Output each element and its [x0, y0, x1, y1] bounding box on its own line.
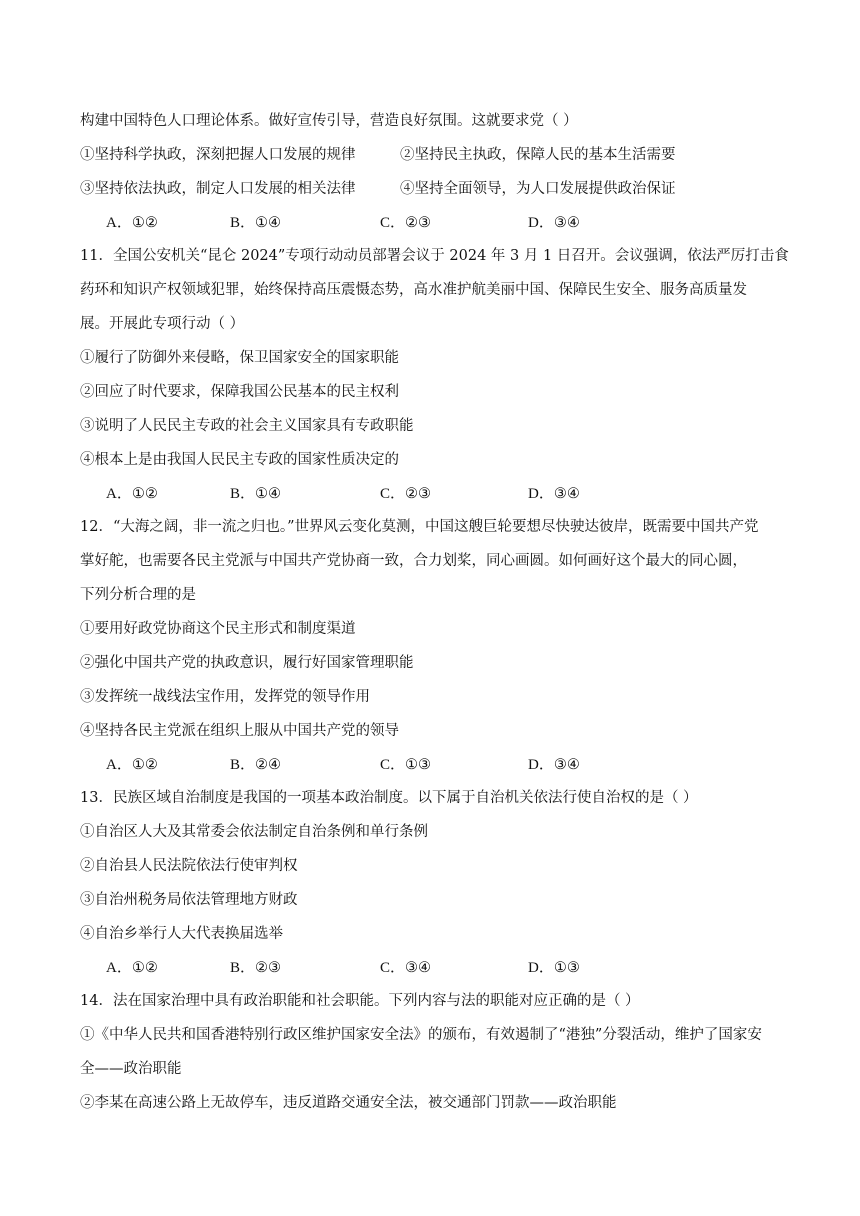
option-d[interactable]	[528, 213, 580, 233]
option-letter: B．	[230, 486, 256, 502]
option-text: ①②	[131, 757, 158, 773]
option-text: ③④	[553, 215, 580, 231]
option-letter: C．	[380, 215, 406, 231]
option-letter: B．	[230, 960, 256, 976]
q12-item-1: ①要用好政党协商这个民主形式和制度渠道	[80, 621, 356, 637]
q13-item-2: ②自治县人民法院依法行使审判权	[80, 858, 298, 874]
option-a[interactable]	[106, 755, 158, 775]
q12-item-2: ②强化中国共产党的执政意识，履行好国家管理职能	[80, 655, 414, 671]
q12-options	[106, 755, 666, 775]
option-text: ②③	[405, 486, 432, 502]
option-b[interactable]	[230, 484, 281, 504]
option-text: ①②	[131, 215, 158, 231]
option-letter: D．	[528, 757, 554, 773]
q11-item-3: ③说明了人民民主专政的社会主义国家具有专政职能	[80, 418, 414, 434]
option-c[interactable]	[380, 958, 431, 978]
option-text: ①③	[405, 757, 432, 773]
q13-options	[106, 958, 666, 978]
option-text: ①②	[131, 960, 158, 976]
q11-item-1: ①履行了防御外来侵略，保卫国家安全的国家职能	[80, 350, 399, 366]
option-c[interactable]	[380, 213, 431, 233]
q10-item-4: ④坚持全面领导，为人口发展提供政治保证	[400, 181, 676, 197]
option-text: ②③	[405, 215, 432, 231]
option-text: ②④	[255, 757, 282, 773]
q14-item-1-continued: 全——政治职能	[80, 1061, 182, 1077]
option-text: ①④	[255, 215, 282, 231]
option-letter: D．	[528, 215, 554, 231]
q13-item-3: ③自治州税务局依法管理地方财政	[80, 892, 298, 908]
q11-options	[106, 484, 666, 504]
q14-stem-line-1: 14．法在国家治理中具有政治职能和社会职能。下列内容与法的职能对应正确的是（ ）	[80, 993, 640, 1009]
q13-item-1: ①自治区人大及其常委会依法制定自治条例和单行条例	[80, 824, 428, 840]
q12-item-3: ③发挥统一战线法宝作用，发挥党的领导作用	[80, 689, 370, 705]
q10-options	[106, 213, 666, 233]
option-letter: C．	[380, 757, 406, 773]
option-d[interactable]	[528, 484, 580, 504]
option-a[interactable]	[106, 213, 158, 233]
option-text: ①③	[553, 960, 580, 976]
q13-item-4: ④自治乡举行人大代表换届选举	[80, 926, 283, 942]
q11-stem-line-2: 药环和知识产权领域犯罪，始终保持高压震慑态势，高水准护航美丽中国、保障民生安全、服务高质量发	[80, 282, 747, 298]
q10-item-1: ①坚持科学执政，深刻把握人口发展的规律	[80, 147, 356, 163]
option-text: ①④	[255, 486, 282, 502]
option-b[interactable]	[230, 755, 281, 775]
q11-stem-line-3: 展。开展此专项行动（ ）	[80, 316, 245, 332]
option-text: ③④	[553, 757, 580, 773]
q11-item-4: ④根本上是由我国人民民主专政的国家性质决定的	[80, 452, 399, 468]
option-a[interactable]	[106, 958, 158, 978]
q14-item-1: ①《中华人民共和国香港特别行政区维护国家安全法》的颁布，有效遏制了“港独”分裂活动，维护了国家安	[80, 1027, 762, 1043]
q10-stem-line: 构建中国特色人口理论体系。做好宣传引导，营造良好氛围。这就要求党（ ）	[80, 113, 578, 129]
option-letter: D．	[528, 486, 554, 502]
option-letter: A．	[106, 757, 132, 773]
option-letter: B．	[230, 215, 256, 231]
q12-stem-line-2: 掌好舵，也需要各民主党派与中国共产党协商一致，合力划桨，同心画圆。如何画好这个最大的同心圆，	[80, 553, 747, 569]
option-letter: D．	[528, 960, 554, 976]
q12-item-4: ④坚持各民主党派在组织上服从中国共产党的领导	[80, 723, 399, 739]
q12-stem-line-1: 12．“大海之阔，非一流之归也。”世界风云变化莫测，中国这艘巨轮要想尽快驶达彼岸，既需要中国共产党	[80, 519, 759, 535]
option-letter: C．	[380, 486, 406, 502]
option-letter: A．	[106, 215, 132, 231]
option-text: ②③	[255, 960, 282, 976]
q10-item-3: ③坚持依法执政，制定人口发展的相关法律	[80, 181, 356, 197]
option-text: ③④	[553, 486, 580, 502]
option-letter: A．	[106, 960, 132, 976]
q12-stem-line-3: 下列分析合理的是	[80, 587, 196, 603]
option-a[interactable]	[106, 484, 158, 504]
q11-stem-line-1: 11．全国公安机关“昆仑 2024”专项行动动员部署会议于 2024 年 3 月 1 日召开。会议强调，依法严厉打击食	[80, 248, 789, 264]
option-d[interactable]	[528, 755, 580, 775]
option-d[interactable]	[528, 958, 580, 978]
q13-stem-line-1: 13．民族区域自治制度是我国的一项基本政治制度。以下属于自治机关依法行使自治权的是（ ）	[80, 790, 698, 806]
option-letter: C．	[380, 960, 406, 976]
q14-item-2: ②李某在高速公路上无故停车，违反道路交通安全法，被交通部门罚款——政治职能	[80, 1095, 617, 1111]
option-b[interactable]	[230, 213, 281, 233]
option-text: ①②	[131, 486, 158, 502]
option-letter: B．	[230, 757, 256, 773]
q10-item-2: ②坚持民主执政，保障人民的基本生活需要	[400, 147, 676, 163]
option-letter: A．	[106, 486, 132, 502]
option-c[interactable]	[380, 484, 431, 504]
q11-item-2: ②回应了时代要求，保障我国公民基本的民主权利	[80, 384, 399, 400]
option-b[interactable]	[230, 958, 281, 978]
option-c[interactable]	[380, 755, 431, 775]
option-text: ③④	[405, 960, 432, 976]
